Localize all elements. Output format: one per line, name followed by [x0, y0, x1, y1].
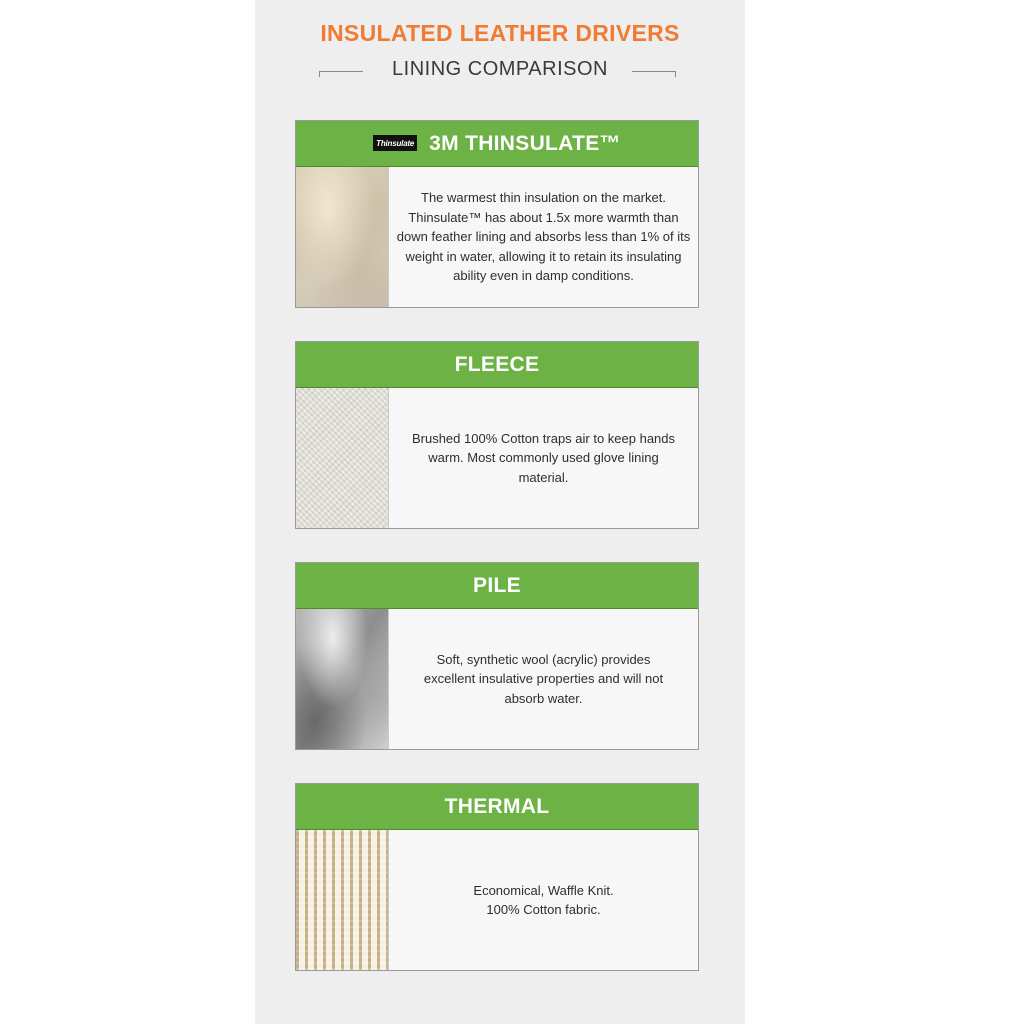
fleece-swatch-image — [296, 388, 389, 528]
lining-card-pile — [295, 562, 699, 750]
infographic-panel — [255, 0, 745, 1024]
card-header — [296, 784, 698, 830]
card-description-text: Brushed 100% Cotton traps air to keep hands warm. Most commonly used glove lining material. — [411, 430, 676, 485]
thinsulate-logo: Thinsulate — [373, 135, 417, 151]
page-subtitle: LINING COMPARISON — [392, 58, 608, 80]
lining-card-thinsulate — [295, 120, 699, 308]
divider-right — [632, 71, 676, 72]
divider-tick-right — [675, 71, 676, 77]
card-description — [389, 830, 698, 970]
card-description-text: The warmest thin insulation on the market. Thinsulate™ has about 1.5x more warmth than down feather lining and absorbs less than 1% of its weight in water, allowing it to retain its insulating ability even in damp conditions. — [396, 190, 691, 284]
card-title: 3M THINSULATE™ — [429, 131, 621, 155]
card-description-text: Economical, Waffle Knit. 100% Cotton fabric. — [473, 882, 614, 917]
thinsulate-swatch-image — [296, 167, 389, 307]
pile-swatch-image — [296, 609, 389, 749]
card-header — [296, 563, 698, 609]
card-header — [296, 121, 698, 167]
card-description — [389, 388, 698, 528]
card-description — [389, 609, 698, 749]
card-description-text: Soft, synthetic wool (acrylic) provides excellent insulative properties and will not absorb water. — [423, 651, 664, 706]
lining-card-thermal — [295, 783, 699, 971]
card-title: FLEECE — [454, 352, 540, 376]
page-title: INSULATED LEATHER DRIVERS — [320, 20, 680, 46]
card-header — [296, 342, 698, 388]
card-title: PILE — [473, 573, 521, 597]
lining-card-fleece — [295, 341, 699, 529]
subtitle-row — [255, 56, 745, 86]
card-description — [389, 167, 698, 307]
thermal-swatch-image — [296, 830, 389, 970]
card-title: THERMAL — [444, 794, 550, 818]
